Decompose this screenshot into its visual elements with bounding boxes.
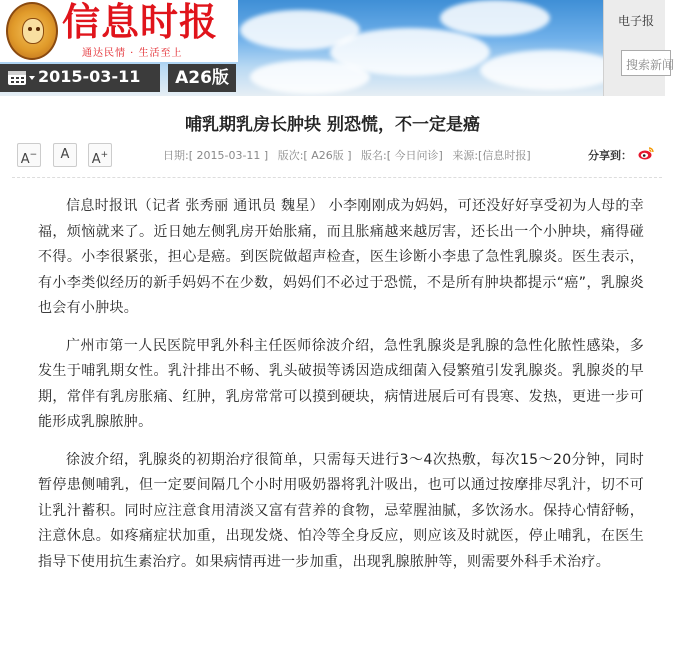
weibo-share-icon[interactable] <box>638 146 654 160</box>
share-label: 分享到： <box>588 149 632 162</box>
meta-source: 来源:[信息时报] <box>452 149 531 162</box>
date-selector[interactable] <box>0 64 160 92</box>
right-panel <box>603 0 674 96</box>
article-paragraph: 广州市第一人民医院甲乳外科主任医师徐波介绍，急性乳腺炎是乳腺的急性化脓性感染，多发生于哺乳期女性。乳汁排出不畅、乳头破损等诱因造成细菌入侵繁殖引发乳腺炎。乳腺炎的早期，常伴有乳房胀痛、红肿，乳房常常可以摸到硬块，病情进展后可有畏寒、发热，更进一步可能形成乳腺脓肿。 <box>38 337 644 430</box>
font-normal-button[interactable]: A <box>53 143 77 167</box>
page-selector[interactable]: A26版 <box>168 64 236 92</box>
font-decrease-button[interactable]: A− <box>17 143 41 167</box>
brand-logo[interactable] <box>0 0 238 62</box>
article-body <box>38 194 644 587</box>
font-increase-button[interactable]: A+ <box>88 143 112 167</box>
search-input[interactable]: 搜索新闻 <box>621 50 671 76</box>
cloud-decoration <box>480 50 620 90</box>
meta-date: 日期:[ 2015-03-11 ] <box>163 149 269 162</box>
chevron-down-icon <box>29 76 35 80</box>
cloud-decoration <box>440 0 550 36</box>
cloud-decoration <box>250 60 370 94</box>
article-paragraph: 徐波介绍，乳腺炎的初期治疗很简单，只需每天进行3～4次热敷，每次15～20分钟，同时暂停患侧哺乳，但一定要间隔几个小时用吸奶器将乳汁吸出，也可以通过按摩排尽乳汁，切不可让乳汁蓄积。同时应注意食用清淡又富有营养的食物，忌荤腥油腻，多饮汤水。保持心情舒畅，注意休息。如疼痛症状加重，出现发烧、怕冷等全身反应，则应该及时就医，停止哺乳，在医生指导下使用抗生素治疗。如果病情再进一步加重，出现乳腺脓肿等，则需要外科手术治疗。 <box>38 451 644 570</box>
article-paragraph: 信息时报讯（记者 张秀丽 通讯员 魏星） 小李刚刚成为妈妈，可还没好好享受初为人母的幸福，烦恼就来了。近日她左侧乳房开始胀痛，而且胀痛越来越厉害，还长出一个小肿块，痛得碰不得。小李很紧张，担心是癌。到医院做超声检查，医生诊断小李患了急性乳腺炎。医生表示，有小李类似经历的新手妈妈不在少数，妈妈们不必过于恐慌，不是所有肿块都提示“癌”，乳腺炎也会有小肿块。 <box>38 198 644 316</box>
article-toolbar <box>0 143 665 171</box>
divider <box>12 177 662 178</box>
brand-title: 信息时报 <box>62 0 219 44</box>
issue-date: 2015-03-11 <box>38 67 141 86</box>
meta-page: 版次:[ A26版 ] <box>277 149 352 162</box>
article-title: 哺乳期乳房长肿块 别恐慌，不一定是癌 <box>185 115 480 135</box>
masthead-banner <box>0 0 674 96</box>
lion-logo-icon <box>6 2 58 60</box>
article-meta <box>163 147 537 163</box>
brand-slogan: 通达民情 · 生活至上 <box>82 48 183 59</box>
meta-section: 版名:[ 今日问诊] <box>361 149 443 162</box>
calendar-icon <box>8 71 26 85</box>
epaper-link[interactable]: 电子报 <box>618 14 655 28</box>
